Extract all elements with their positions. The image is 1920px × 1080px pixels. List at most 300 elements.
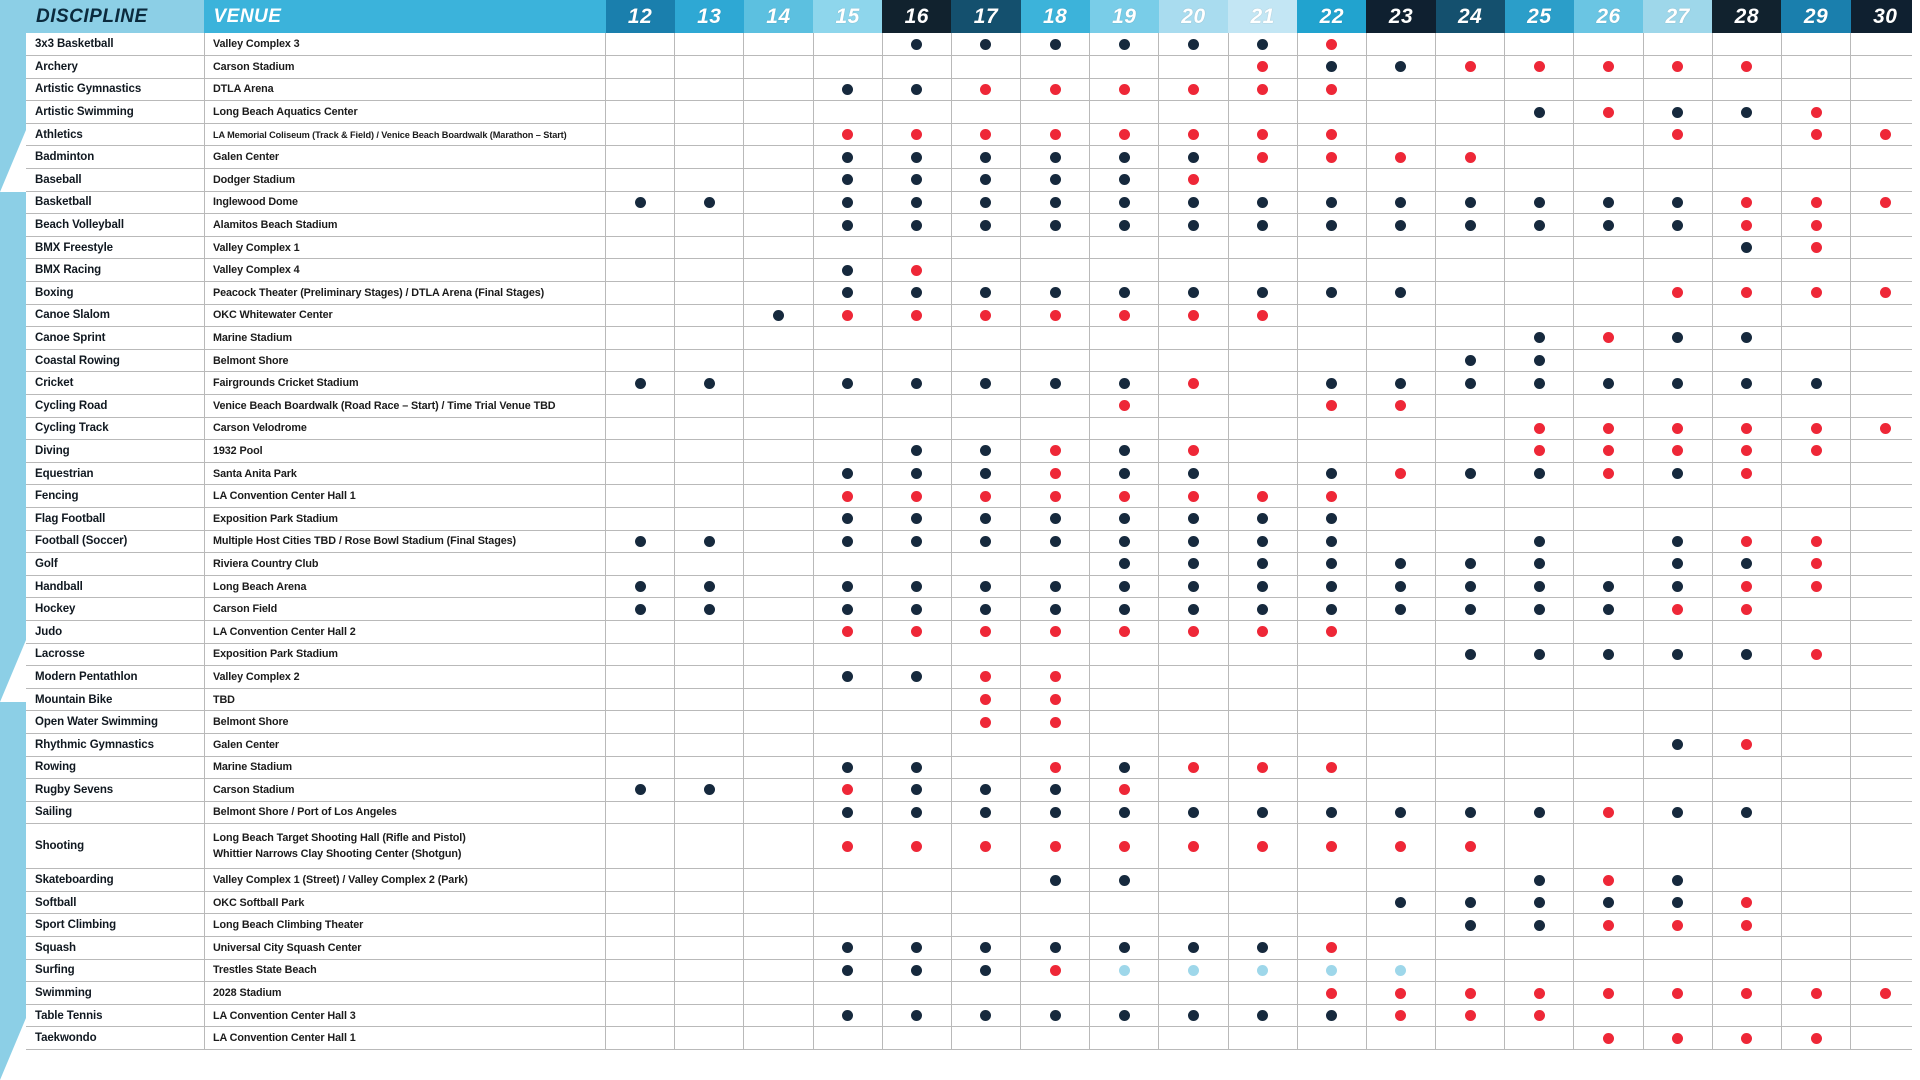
schedule-cell-28	[1712, 575, 1781, 598]
schedule-cell-22	[1297, 688, 1366, 711]
schedule-cell-22	[1297, 530, 1366, 553]
session-dot-red	[911, 626, 922, 637]
schedule-cell-28	[1712, 643, 1781, 666]
schedule-cell-15	[813, 349, 882, 372]
schedule-cell-18	[1021, 1027, 1090, 1050]
session-dot-navy	[1257, 807, 1268, 818]
schedule-cell-22	[1297, 824, 1366, 869]
table-row	[26, 33, 1920, 56]
schedule-cell-27	[1643, 869, 1712, 892]
schedule-cell-13	[675, 779, 744, 802]
schedule-cell-12	[606, 507, 675, 530]
schedule-cell-23	[1366, 733, 1435, 756]
schedule-cell-29	[1781, 259, 1850, 282]
schedule-cell-28	[1712, 349, 1781, 372]
schedule-cell-25	[1505, 643, 1574, 666]
schedule-cell-25	[1505, 259, 1574, 282]
discipline-cell: Fencing	[26, 485, 204, 508]
schedule-cell-20	[1159, 1027, 1228, 1050]
schedule-cell-26	[1574, 327, 1643, 350]
session-dot-navy	[842, 942, 853, 953]
session-dot-navy	[1188, 558, 1199, 569]
schedule-cell-17	[951, 982, 1020, 1005]
session-dot-navy	[1050, 875, 1061, 886]
schedule-cell-13	[675, 78, 744, 101]
session-dot-red	[1257, 61, 1268, 72]
discipline-cell: Rugby Sevens	[26, 779, 204, 802]
schedule-cell-22	[1297, 33, 1366, 56]
table-body	[26, 33, 1920, 1050]
session-dot-red	[980, 626, 991, 637]
schedule-cell-26	[1574, 485, 1643, 508]
schedule-cell-24	[1436, 869, 1505, 892]
schedule-cell-27	[1643, 146, 1712, 169]
schedule-cell-17	[951, 575, 1020, 598]
schedule-cell-20	[1159, 666, 1228, 689]
schedule-cell-13	[675, 485, 744, 508]
schedule-cell-27	[1643, 1004, 1712, 1027]
schedule-cell-25	[1505, 869, 1574, 892]
session-dot-navy	[842, 287, 853, 298]
table-row	[26, 530, 1920, 553]
schedule-cell-14	[744, 349, 813, 372]
session-dot-navy	[842, 174, 853, 185]
schedule-cell-23	[1366, 869, 1435, 892]
schedule-cell-12	[606, 462, 675, 485]
session-dot-red	[1188, 445, 1199, 456]
schedule-cell-23	[1366, 372, 1435, 395]
session-dot-navy	[911, 84, 922, 95]
session-dot-navy	[1672, 897, 1683, 908]
venue-cell: Long Beach Aquatics Center	[204, 101, 605, 124]
schedule-cell-17	[951, 214, 1020, 237]
schedule-cell-29	[1781, 282, 1850, 305]
schedule-cell-20	[1159, 643, 1228, 666]
session-dot-navy	[842, 513, 853, 524]
schedule-cell-13	[675, 417, 744, 440]
schedule-cell-30	[1851, 33, 1920, 56]
venue-cell: 2028 Stadium	[204, 982, 605, 1005]
schedule-cell-29	[1781, 78, 1850, 101]
schedule-cell-17	[951, 937, 1020, 960]
schedule-cell-25	[1505, 417, 1574, 440]
schedule-cell-12	[606, 982, 675, 1005]
schedule-cell-29	[1781, 462, 1850, 485]
schedule-cell-15	[813, 869, 882, 892]
session-dot-red	[1050, 762, 1061, 773]
schedule-cell-18	[1021, 282, 1090, 305]
schedule-cell-22	[1297, 169, 1366, 192]
schedule-cell-14	[744, 282, 813, 305]
schedule-cell-14	[744, 575, 813, 598]
schedule-cell-23	[1366, 259, 1435, 282]
session-dot-red	[1603, 988, 1614, 999]
session-dot-navy	[1465, 649, 1476, 660]
session-dot-red	[1741, 739, 1752, 750]
schedule-cell-26	[1574, 575, 1643, 598]
session-dot-navy	[1188, 468, 1199, 479]
schedule-cell-23	[1366, 756, 1435, 779]
table-row	[26, 507, 1920, 530]
venue-line-1: Long Beach Target Shooting Hall (Rifle and Pistol)	[212, 831, 466, 844]
schedule-cell-29	[1781, 146, 1850, 169]
discipline-cell: Canoe Sprint	[26, 327, 204, 350]
session-dot-navy	[1534, 897, 1545, 908]
schedule-cell-30	[1851, 214, 1920, 237]
schedule-cell-26	[1574, 372, 1643, 395]
session-dot-navy	[1603, 581, 1614, 592]
schedule-cell-25	[1505, 123, 1574, 146]
schedule-cell-23	[1366, 440, 1435, 463]
session-dot-navy	[1119, 581, 1130, 592]
schedule-cell-29	[1781, 598, 1850, 621]
session-dot-navy	[1050, 174, 1061, 185]
session-dot-red	[1326, 84, 1337, 95]
schedule-cell-16	[882, 530, 951, 553]
session-dot-navy	[1326, 558, 1337, 569]
header-day-27: 27	[1643, 0, 1712, 33]
session-dot-red	[911, 265, 922, 276]
schedule-cell-19	[1090, 236, 1159, 259]
schedule-cell-21	[1228, 801, 1297, 824]
session-dot-red	[1395, 468, 1406, 479]
schedule-cell-30	[1851, 462, 1920, 485]
schedule-cell-23	[1366, 282, 1435, 305]
schedule-cell-28	[1712, 1004, 1781, 1027]
table-row	[26, 485, 1920, 508]
schedule-cell-26	[1574, 146, 1643, 169]
session-dot-navy	[911, 445, 922, 456]
schedule-cell-12	[606, 372, 675, 395]
schedule-cell-22	[1297, 259, 1366, 282]
schedule-cell-24	[1436, 349, 1505, 372]
schedule-cell-21	[1228, 1027, 1297, 1050]
schedule-cell-17	[951, 349, 1020, 372]
session-dot-navy	[911, 197, 922, 208]
schedule-cell-25	[1505, 1027, 1574, 1050]
schedule-cell-20	[1159, 869, 1228, 892]
table-row	[26, 1004, 1920, 1027]
session-dot-navy	[911, 1010, 922, 1021]
schedule-cell-30	[1851, 937, 1920, 960]
schedule-cell-23	[1366, 146, 1435, 169]
schedule-cell-25	[1505, 349, 1574, 372]
discipline-cell: Boxing	[26, 282, 204, 305]
session-dot-navy	[1672, 378, 1683, 389]
schedule-cell-18	[1021, 78, 1090, 101]
schedule-cell-28	[1712, 146, 1781, 169]
schedule-cell-23	[1366, 620, 1435, 643]
schedule-cell-16	[882, 914, 951, 937]
schedule-cell-17	[951, 440, 1020, 463]
schedule-cell-15	[813, 169, 882, 192]
discipline-cell: Handball	[26, 575, 204, 598]
schedule-cell-14	[744, 485, 813, 508]
schedule-cell-30	[1851, 666, 1920, 689]
session-dot-navy	[1050, 152, 1061, 163]
schedule-cell-22	[1297, 1027, 1366, 1050]
schedule-cell-14	[744, 824, 813, 869]
schedule-cell-21	[1228, 123, 1297, 146]
schedule-cell-16	[882, 869, 951, 892]
session-dot-navy	[1534, 649, 1545, 660]
schedule-cell-17	[951, 688, 1020, 711]
schedule-cell-29	[1781, 914, 1850, 937]
schedule-cell-28	[1712, 372, 1781, 395]
session-dot-red	[842, 784, 853, 795]
session-dot-navy	[980, 604, 991, 615]
schedule-cell-12	[606, 666, 675, 689]
session-dot-red	[1119, 626, 1130, 637]
schedule-cell-23	[1366, 101, 1435, 124]
schedule-cell-22	[1297, 937, 1366, 960]
session-dot-red	[1603, 332, 1614, 343]
schedule-cell-28	[1712, 891, 1781, 914]
schedule-cell-28	[1712, 395, 1781, 418]
discipline-cell: Taekwondo	[26, 1027, 204, 1050]
session-dot-navy	[1672, 332, 1683, 343]
session-dot-navy	[1119, 762, 1130, 773]
venue-cell: Dodger Stadium	[204, 169, 605, 192]
venue-cell: Carson Velodrome	[204, 417, 605, 440]
schedule-cell-26	[1574, 1004, 1643, 1027]
schedule-cell-21	[1228, 33, 1297, 56]
session-dot-navy	[1534, 875, 1545, 886]
schedule-cell-27	[1643, 507, 1712, 530]
schedule-cell-29	[1781, 304, 1850, 327]
schedule-cell-23	[1366, 169, 1435, 192]
table-row	[26, 395, 1920, 418]
schedule-cell-18	[1021, 756, 1090, 779]
venue-cell: TBD	[204, 688, 605, 711]
schedule-cell-21	[1228, 56, 1297, 79]
session-dot-red	[980, 694, 991, 705]
venue-cell: Alamitos Beach Stadium	[204, 214, 605, 237]
schedule-cell-20	[1159, 779, 1228, 802]
schedule-cell-21	[1228, 733, 1297, 756]
session-dot-red	[1811, 558, 1822, 569]
schedule-cell-13	[675, 824, 744, 869]
session-dot-red	[911, 841, 922, 852]
schedule-cell-26	[1574, 349, 1643, 372]
session-dot-red	[1672, 1033, 1683, 1044]
schedule-cell-26	[1574, 169, 1643, 192]
schedule-cell-16	[882, 56, 951, 79]
schedule-cell-15	[813, 101, 882, 124]
schedule-cell-24	[1436, 756, 1505, 779]
schedule-cell-15	[813, 666, 882, 689]
session-dot-red	[1603, 107, 1614, 118]
schedule-cell-13	[675, 869, 744, 892]
venue-cell: Long Beach Climbing Theater	[204, 914, 605, 937]
session-dot-navy	[1465, 378, 1476, 389]
session-dot-red	[1672, 423, 1683, 434]
session-dot-red	[1741, 423, 1752, 434]
session-dot-red	[1395, 841, 1406, 852]
schedule-cell-27	[1643, 711, 1712, 734]
table-row	[26, 688, 1920, 711]
schedule-cell-22	[1297, 214, 1366, 237]
schedule-cell-24	[1436, 78, 1505, 101]
schedule-cell-30	[1851, 78, 1920, 101]
schedule-cell-30	[1851, 372, 1920, 395]
session-dot-navy	[911, 152, 922, 163]
schedule-cell-14	[744, 191, 813, 214]
table-row	[26, 824, 1920, 869]
session-dot-navy	[911, 378, 922, 389]
schedule-cell-23	[1366, 1004, 1435, 1027]
schedule-cell-24	[1436, 236, 1505, 259]
schedule-cell-12	[606, 33, 675, 56]
schedule-cell-24	[1436, 101, 1505, 124]
session-dot-navy	[1534, 107, 1545, 118]
schedule-cell-20	[1159, 327, 1228, 350]
session-dot-navy	[980, 1010, 991, 1021]
schedule-cell-26	[1574, 462, 1643, 485]
discipline-cell: Golf	[26, 553, 204, 576]
discipline-cell: Table Tennis	[26, 1004, 204, 1027]
schedule-cell-16	[882, 1004, 951, 1027]
schedule-cell-22	[1297, 620, 1366, 643]
session-dot-red	[1326, 152, 1337, 163]
competition-schedule-table	[26, 0, 1920, 1050]
schedule-cell-21	[1228, 575, 1297, 598]
session-dot-navy	[1257, 604, 1268, 615]
schedule-cell-29	[1781, 1004, 1850, 1027]
session-dot-navy	[1465, 604, 1476, 615]
schedule-cell-15	[813, 779, 882, 802]
session-dot-navy	[980, 965, 991, 976]
header-discipline: DISCIPLINE	[26, 0, 204, 33]
schedule-cell-14	[744, 959, 813, 982]
venue-cell: LA Memorial Coliseum (Track & Field) / Venice Beach Boardwalk (Marathon – Start)	[204, 123, 605, 146]
schedule-cell-17	[951, 711, 1020, 734]
schedule-cell-29	[1781, 191, 1850, 214]
schedule-cell-13	[675, 937, 744, 960]
session-dot-navy	[704, 536, 715, 547]
schedule-cell-15	[813, 982, 882, 1005]
discipline-cell: Basketball	[26, 191, 204, 214]
schedule-cell-22	[1297, 869, 1366, 892]
schedule-cell-26	[1574, 530, 1643, 553]
session-dot-navy	[1188, 513, 1199, 524]
session-dot-navy	[1326, 807, 1337, 818]
session-dot-red	[1534, 61, 1545, 72]
session-dot-red	[1603, 61, 1614, 72]
schedule-cell-13	[675, 733, 744, 756]
session-dot-navy	[980, 784, 991, 795]
session-dot-red	[1050, 626, 1061, 637]
schedule-cell-28	[1712, 869, 1781, 892]
schedule-cell-22	[1297, 643, 1366, 666]
schedule-cell-20	[1159, 78, 1228, 101]
schedule-cell-30	[1851, 259, 1920, 282]
schedule-cell-16	[882, 1027, 951, 1050]
schedule-cell-27	[1643, 530, 1712, 553]
schedule-cell-17	[951, 485, 1020, 508]
schedule-cell-21	[1228, 327, 1297, 350]
venue-cell: Marine Stadium	[204, 756, 605, 779]
session-dot-navy	[1119, 197, 1130, 208]
schedule-cell-15	[813, 711, 882, 734]
schedule-cell-29	[1781, 643, 1850, 666]
session-dot-navy	[1050, 513, 1061, 524]
schedule-cell-16	[882, 891, 951, 914]
schedule-cell-18	[1021, 575, 1090, 598]
venue-cell: Multiple Host Cities TBD / Rose Bowl Stadium (Final Stages)	[204, 530, 605, 553]
schedule-cell-26	[1574, 598, 1643, 621]
schedule-cell-20	[1159, 236, 1228, 259]
schedule-cell-13	[675, 123, 744, 146]
session-dot-navy	[842, 581, 853, 592]
schedule-cell-30	[1851, 891, 1920, 914]
schedule-cell-22	[1297, 78, 1366, 101]
session-dot-red	[980, 671, 991, 682]
schedule-cell-13	[675, 169, 744, 192]
schedule-cell-19	[1090, 620, 1159, 643]
schedule-cell-13	[675, 643, 744, 666]
schedule-cell-16	[882, 282, 951, 305]
venue-cell: Trestles State Beach	[204, 959, 605, 982]
session-dot-red	[1811, 220, 1822, 231]
schedule-cell-15	[813, 259, 882, 282]
schedule-cell-22	[1297, 711, 1366, 734]
schedule-cell-28	[1712, 598, 1781, 621]
session-dot-red	[1603, 423, 1614, 434]
schedule-cell-15	[813, 575, 882, 598]
session-dot-navy	[1257, 287, 1268, 298]
discipline-cell: Artistic Swimming	[26, 101, 204, 124]
session-dot-navy	[1119, 604, 1130, 615]
schedule-cell-23	[1366, 891, 1435, 914]
schedule-cell-18	[1021, 33, 1090, 56]
schedule-cell-12	[606, 123, 675, 146]
session-dot-navy	[980, 468, 991, 479]
schedule-cell-28	[1712, 733, 1781, 756]
schedule-cell-12	[606, 1004, 675, 1027]
session-dot-navy	[1672, 220, 1683, 231]
session-dot-navy	[911, 468, 922, 479]
table-row	[26, 259, 1920, 282]
schedule-cell-25	[1505, 756, 1574, 779]
discipline-cell: Hockey	[26, 598, 204, 621]
session-dot-red	[1880, 129, 1891, 140]
schedule-cell-25	[1505, 959, 1574, 982]
schedule-cell-30	[1851, 485, 1920, 508]
schedule-cell-18	[1021, 688, 1090, 711]
session-dot-red	[1811, 197, 1822, 208]
schedule-cell-29	[1781, 33, 1850, 56]
schedule-cell-26	[1574, 756, 1643, 779]
session-dot-red	[1811, 445, 1822, 456]
session-dot-red	[1050, 310, 1061, 321]
schedule-cell-30	[1851, 801, 1920, 824]
session-dot-red	[1326, 626, 1337, 637]
schedule-cell-21	[1228, 395, 1297, 418]
session-dot-red	[1119, 400, 1130, 411]
schedule-cell-29	[1781, 56, 1850, 79]
schedule-cell-20	[1159, 440, 1228, 463]
schedule-cell-27	[1643, 575, 1712, 598]
schedule-cell-25	[1505, 236, 1574, 259]
schedule-cell-17	[951, 869, 1020, 892]
schedule-cell-22	[1297, 1004, 1366, 1027]
schedule-cell-14	[744, 801, 813, 824]
header-day-14: 14	[744, 0, 813, 33]
schedule-cell-16	[882, 146, 951, 169]
session-dot-red	[1534, 445, 1545, 456]
schedule-cell-30	[1851, 598, 1920, 621]
